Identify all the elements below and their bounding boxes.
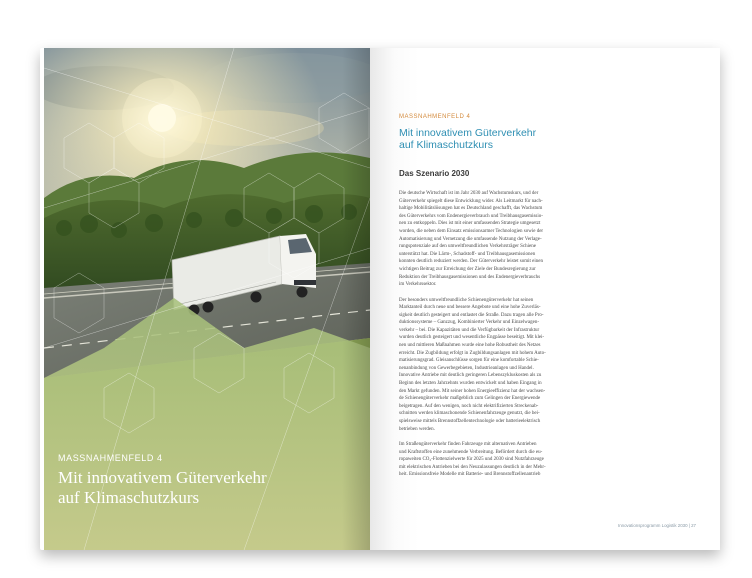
left-page-title <box>58 468 348 508</box>
body-line: Im Straßengüterverkehr finden Fahrzeuge mit alternativen Antrieben <box>399 442 537 447</box>
body-line: Automatisierung und Vernetzung die umfassende Nutzung der Verlage- <box>399 236 542 242</box>
body-line: ropaweiten CO₂-Flottenzielwerte für 2025 und 2030 sind Nutzfahrzeuge <box>399 457 544 463</box>
left-title-line-1: Mit innovativem Güterverkehr <box>58 468 267 487</box>
body-paragraph <box>399 190 619 289</box>
body-line: beigetragen. Auf den wenigen, noch nicht elektrifizierten Streckenab- <box>399 403 539 409</box>
body-line: den Markt gefunden. Mit seiner hohen Energieeffizienz hat der wachsen- <box>399 388 546 394</box>
body-line: mit elektrischen Antrieben bei den Neuzulassungen deutlich in der Mehr- <box>399 464 546 470</box>
right-title-line-1: Mit innovativem Güterverkehr <box>399 127 537 139</box>
body-line: wichtigen Beitrag zur Erreichung der Ziele der Bundesregierung zur <box>399 266 536 272</box>
body-line: de Schienengüterverkehr maßgeblich zum Gelingen der Energiewende <box>399 396 541 402</box>
body-line: Güterverkehr spiegelt diese Entwicklung wider. Als Leitmarkt für nach- <box>399 198 543 204</box>
body-line: rungspotenziale auf den umweltfreundlichen Verkehrsträger Schiene <box>399 244 536 250</box>
body-line: im Verkehrssektor. <box>399 282 437 288</box>
right-page-title <box>399 127 619 151</box>
right-page <box>370 48 720 550</box>
body-line: Beginn des letzten Jahrzehnts wurden entwickelt und haben Eingang in <box>399 381 542 387</box>
right-page-content <box>399 114 619 487</box>
body-text <box>399 190 619 479</box>
left-page <box>44 48 370 550</box>
body-line: duktionssysteme – Ganzzug, Kombinierter Verkehr und Einzelwagen- <box>399 320 540 326</box>
body-line: nen und mittleren Maßnahmen wurde eine hohe Robustheit des Netzes <box>399 343 541 349</box>
body-line: des Güterverkehrs vom Endenergieverbrauch und Treibhausgasemissio- <box>399 213 543 219</box>
right-title-line-2: auf Klimaschutzkurs <box>399 139 493 151</box>
body-line: betrieben werden. <box>399 426 435 432</box>
body-line: haltige Mobilitätslösungen hat es Deutschland geschafft, das Wachstum <box>399 206 543 212</box>
body-line: nen zu entkoppeln. Dies ist mit einer umfassenden Strategie umgesetzt <box>399 221 541 227</box>
body-line: Innovative Antriebe mit deutlich geringeren Lebenszykluskosten als zu <box>399 373 542 379</box>
section-subheading: Das Szenario 2030 <box>399 169 470 178</box>
body-paragraph <box>399 297 619 434</box>
body-line: Der besonders umweltfreundliche Schienengüterverkehr hat seinen <box>399 297 534 303</box>
body-paragraph <box>399 441 619 479</box>
body-line: und Kraftstoffen eine zunehmende Verbreitung. Befördert durch die eu- <box>399 449 543 455</box>
page-footer: Innovationsprogramm Logistik 2030 | 27 <box>617 523 696 528</box>
body-line: heit. Emissionsfreie Modelle mit Batterie- und Brennstoffzellenantrieb <box>399 472 541 478</box>
body-line: sigkeit deutlich gesteigert und entlastet die Straße. Dazu tragen alle Pro- <box>399 312 544 318</box>
body-line: erreicht. Die Zugbildung erfolgt in Zugbildungsanlagen mit hohem Auto- <box>399 350 546 356</box>
body-line: spielsweise mittels Brennstoffzellentechnologie oder batterieelektrisch <box>399 419 541 425</box>
left-section-label: MASSNAHMENFELD 4 <box>58 453 163 463</box>
body-line: Die deutsche Wirtschaft ist im Jahr 2030 auf Wachstumskurs, und der <box>399 191 539 196</box>
right-section-label: MASSNAHMENFELD 4 <box>399 114 471 120</box>
body-line: konnten deutlich reduziert werden. Der Güterverkehr leistet somit einen <box>399 259 543 265</box>
body-line: verkehr – bei. Die Kapazitäten und die Verfügbarkeit der Infrastruktur <box>399 327 540 333</box>
body-line: Reduktion der Treibhausgasemissionen und des Endenergieverbrauchs <box>399 274 541 280</box>
body-line: worden, die neben dem Einsatz emissionsarmer Technologien sowie der <box>399 228 544 234</box>
body-line: matisierungsgrad. Gleisanschlüsse sorgen für eine komfortable Schie- <box>399 358 539 364</box>
left-title-line-2: auf Klimaschutzkurs <box>58 488 200 507</box>
body-line: wurden deutlich gesteigert und wesentliche Engpässe beseitigt. Mit klei- <box>399 335 545 341</box>
body-line: nenanbindung von Gewerbegebieten, Industrieanlagen und Handel. <box>399 365 534 371</box>
body-line: schnitten werden klimaschonende Schienenfahrzeuge genutzt, die bei- <box>399 411 540 417</box>
body-line: Marktanteil durch neue und bessere Angebote und eine hohe Zuverläs- <box>399 305 541 311</box>
body-line: unterstützt hat. Die Lärm-, Schadstoff- und Treibhausgasemissionen <box>399 251 536 257</box>
